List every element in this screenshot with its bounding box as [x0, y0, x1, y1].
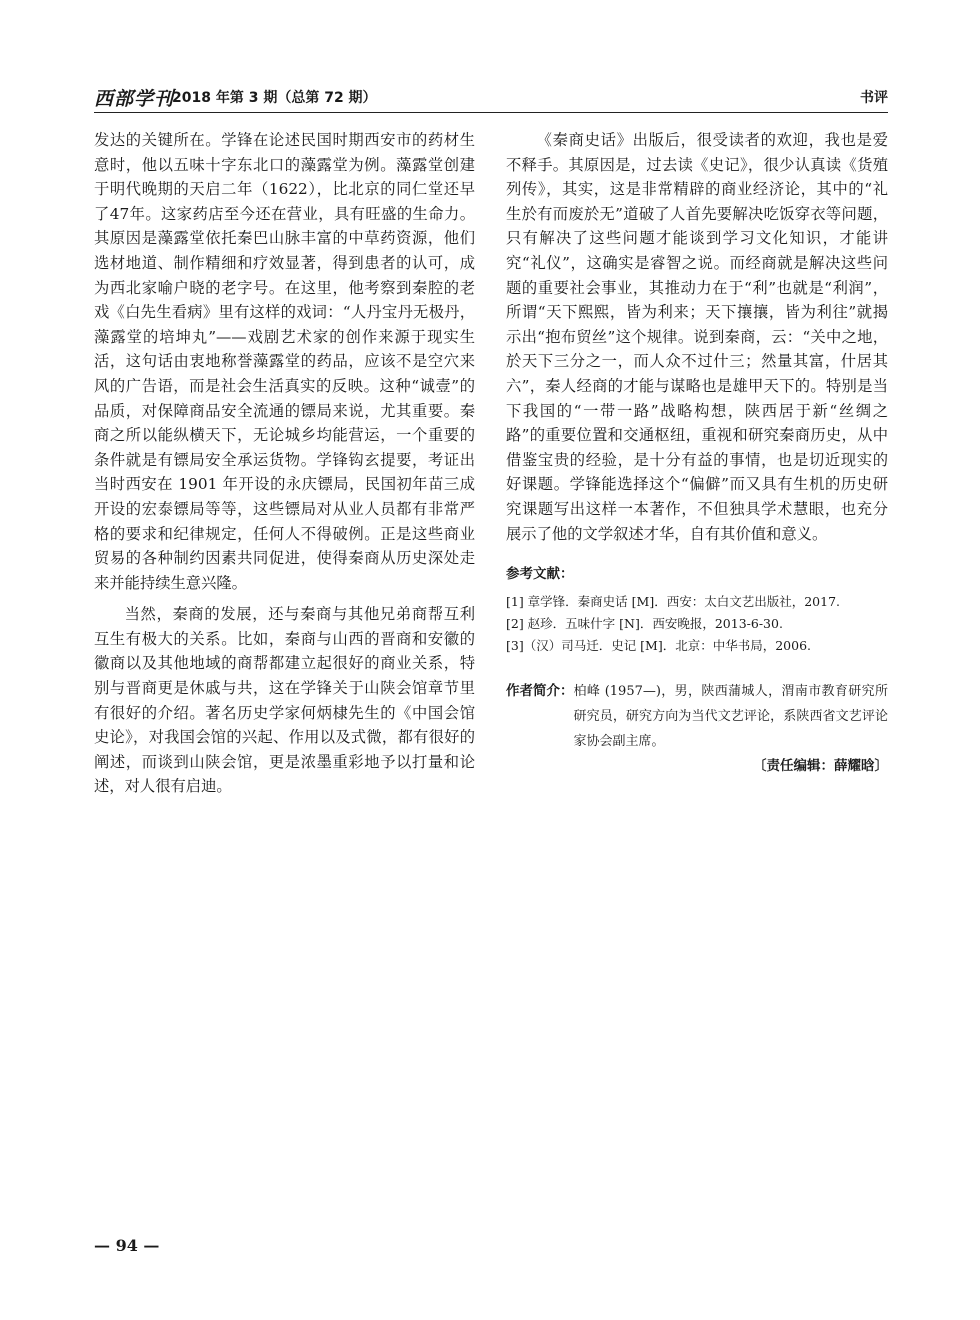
author-bio — [506, 679, 888, 754]
issue-info: 2018 年第 3 期（总第 72 期） — [172, 90, 377, 106]
journal-name: 西部学刊 — [94, 88, 175, 110]
references — [506, 562, 888, 657]
left-column — [94, 128, 475, 799]
page-header — [94, 82, 888, 110]
author-bio-text: 柏峰 (1957—)，男，陕西蒲城人，渭南市教育研究所研究员，研究方向为当代文艺评论，系陕西省文艺评论家协会副主席。 — [573, 683, 888, 749]
author-bio-label: 作者简介： — [506, 682, 574, 699]
section-name: 书评 — [860, 90, 888, 106]
reference-item: [2] 赵珍．五味什字 [N]．西安晚报，2013-6-30. — [506, 615, 783, 631]
left-paragraph-1: 发达的关键所在。学锋在论述民国时期西安市的药材生意时，他以五味十字东北口的藻露堂为例。藻露堂创建于明代晚期的天启二年（1622），比北京的同仁堂还早了47年。这家药店至今还在营业，具有旺盛的生命力。其原因是藻露堂依托秦巴山脉丰富的中草药资源，他们选材地道、制作精细和疗效显著，得到患者的认可，成为西北家喻户晓的老字号。在这里，他考察到秦腔的老戏《白先生看病》里有这样的戏词：“人丹宝丹无极丹，藻露堂的培坤丸”——戏剧艺术家的创作来源于现实生活，这句话由衷地称誉藻露堂的药品，应该不是空穴来风的广告语，而是社会生活真实的反映。这种“诚壹”的品质，对保障商品安全流通的镖局来说，尤其重要。秦商之所以能纵横天下，无论城乡均能营运，一个重要的条件就是有镖局安全承运货物。学锋钩玄提要，考证出当时西安在 1901 年开设的永庆镖局，民国初年苗三成开设的宏泰镖局等等，这些镖局对从业人员都有非常严格的要求和纪律规定，任何人不得破例。正是这些商业贸易的各种制约因素共同促进，使得秦商从历史深处走来并能持续生意兴隆。 — [94, 131, 475, 592]
responsible-editor: 〔责任编辑：薛耀晗〕 — [753, 757, 888, 774]
references-title: 参考文献： — [506, 566, 574, 583]
right-paragraph-1: 《秦商史话》出版后，很受读者的欢迎，我也是爱不释手。其原因是，过去读《史记》，很少认真读《货殖列传》，其实，这是非常精辟的商业经济论，其中的“礼生於有而废於无”道破了人首先要解决吃饭穿衣等问题，只有解决了这些问题才能谈到学习文化知识，才能讲究“礼仪”，这确实是睿智之说。而经商就是解决这些问题的重要社会事业，其推动力在于“利”也就是“利润”，所谓“天下熙熙，皆为利来；天下攘攘，皆为利往”就揭示出“抱布贸丝”这个规律。说到秦商，云：“关中之地，於天下三分之一，而人众不过什三；然量其富，什居其六”，秦人经商的才能与谋略也是雄甲天下的。特别是当下我国的“一带一路”战略构想，陕西居于新“丝绸之路”的重要位置和交通枢纽，重视和研究秦商历史，从中借鉴宝贵的经验，是十分有益的事情，也是切近现实的好课题。学锋能选择这个“偏僻”而又具有生机的历史研究课题写出这样一本著作，不但独具学术慧眼，也充分展示了他的文学叙述才华，自有其价值和意义。 — [506, 131, 888, 543]
header-rule — [94, 112, 888, 113]
left-paragraph-2: 当然，秦商的发展，还与秦商与其他兄弟商帮互利互生有极大的关系。比如，秦商与山西的晋商和安徽的徽商以及其他地域的商帮都建立起很好的商业关系，特别与晋商更是休戚与共，这在学锋关于山陕会馆章节里有很好的介绍。著名历史学家何炳棣先生的《中国会馆史论》，对我国会馆的兴起、作用以及式微，都有很好的阐述，而谈到山陕会馆，更是浓墨重彩地予以打量和论述，对人很有启迪。 — [94, 605, 475, 796]
reference-item: [3]（汉）司马迁．史记 [M]．北京：中华书局，2006. — [506, 637, 812, 653]
right-column — [506, 128, 888, 778]
reference-item: [1] 章学锋．秦商史话 [M]．西安：太白文艺出版社，2017. — [506, 593, 840, 609]
page-number: — 94 — — [94, 1236, 160, 1255]
